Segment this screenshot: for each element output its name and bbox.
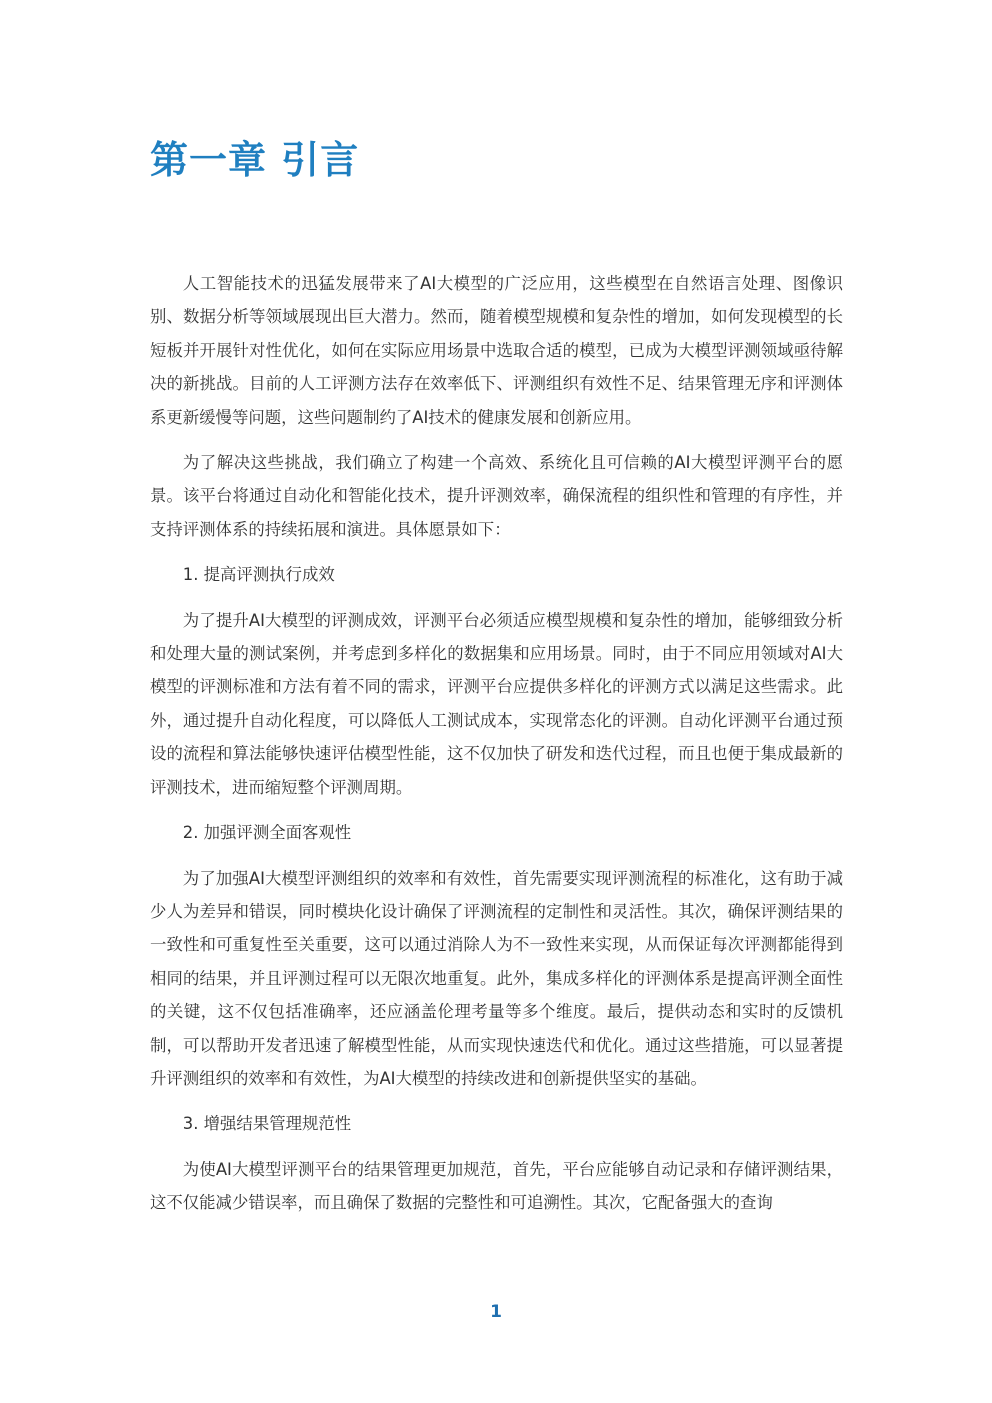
section-paragraph-3: 为使AI大模型评测平台的结果管理更加规范，首先，平台应能够自动记录和存储评测结果，这不仅能减少错误率，而且确保了数据的完整性和可追溯性。其次，它配备强大的查询 xyxy=(150,1159,843,1213)
intro-paragraph: 人工智能技术的迅猛发展带来了AI大模型的广泛应用，这些模型在自然语言处理、图像识别、数据分析等领域展现出巨大潜力。然而，随着模型规模和复杂性的增加，如何发现模型的长短板并开展针对性优化，如何在实际应用场景中选取合适的模型，已成为大模型评测领域亟待解决的新挑战。目前的人工评测方法存在效率低下、评测组织有效性不足、结果管理无序和评测体系更新缓慢等问题，这些问题制约了AI技术的健康发展和创新应用。 xyxy=(150,274,843,427)
section-heading-1: 1. 提高评测执行成效 xyxy=(182,565,335,585)
page-number: 1 xyxy=(490,1302,502,1322)
section-paragraph-1: 为了提升AI大模型的评测成效，评测平台必须适应模型规模和复杂性的增加，能够细致分析和处理大量的测试案例，并考虑到多样化的数据集和应用场景。同时，由于不同应用领域对AI大模型的评测标准和方法有着不同的需求，评测平台应提供多样化的评测方式以满足这些需求。此外，通过提升自动化程度，可以降低人工测试成本，实现常态化的评测。自动化评测平台通过预设的流程和算法能够快速评估模型性能，这不仅加快了研发和迭代过程，而且也便于集成最新的评测技术，进而缩短整个评测周期。 xyxy=(150,610,843,797)
section-heading-2: 2. 加强评测全面客观性 xyxy=(182,823,352,843)
vision-paragraph: 为了解决这些挑战，我们确立了构建一个高效、系统化且可信赖的AI大模型评测平台的愿景。该平台将通过自动化和智能化技术，提升评测效率，确保流程的组织性和管理的有序性，并支持评测体系的持续拓展和演进。具体愿景如下： xyxy=(150,453,843,539)
section-heading-3: 3. 增强结果管理规范性 xyxy=(182,1114,352,1134)
section-paragraph-2: 为了加强AI大模型评测组织的效率和有效性，首先需要实现评测流程的标准化，这有助于减少人为差异和错误，同时模块化设计确保了评测流程的定制性和灵活性。其次，确保评测结果的一致性和可重复性至关重要，这可以通过消除人为不一致性来实现，从而保证每次评测都能得到相同的结果，并且评测过程可以无限次地重复。此外，集成多样化的评测体系是提高评测全面性的关键，这不仅包括准确率，还应涵盖伦理考量等多个维度。最后，提供动态和实时的反馈机制，可以帮助开发者迅速了解模型性能，从而实现快速迭代和优化。通过这些措施，可以显著提升评测组织的效率和有效性，为AI大模型的持续改进和创新提供坚实的基础。 xyxy=(150,868,843,1088)
chapter-title: 第一章 引言 xyxy=(150,138,360,182)
document-body xyxy=(150,267,843,1232)
